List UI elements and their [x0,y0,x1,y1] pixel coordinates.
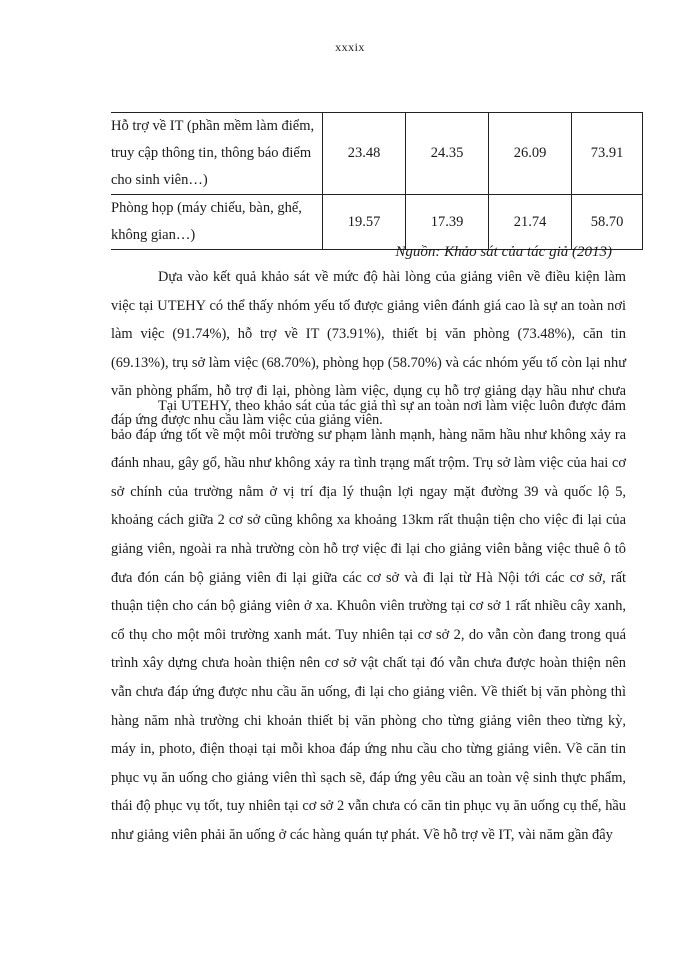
row-label: Hỗ trợ về IT (phần mềm làm điểm, truy cập thông tin, thông báo điểm cho sinh viên…) [111,113,323,195]
table-cell: 58.70 [572,195,643,250]
table-cell: 23.48 [323,113,406,195]
table-cell: 17.39 [406,195,489,250]
body-paragraph: Tại UTEHY, theo khảo sát của tác giả thì sự an toàn nơi làm việc luôn được đảm bảo đáp ứng tốt về một môi trường sư phạm lành mạnh, hàng năm hầu như không xảy ra đánh nhau, gây gổ, hầu như không xảy ra tình trạng mất trộm. Trụ sở làm việc của hai cơ sở chính của trường nằm ở vị trí địa lý thuận lợi ngay mặt đường 39 và quốc lộ 5, khoảng cách giữa 2 cơ sở cũng không xa khoảng 13km rất thuận tiện cho việc đi lại của giảng viên, ngoài ra nhà trường còn hỗ trợ việc đi lại cho giảng viên bằng việc thuê ô tô đưa đón cán bộ giảng viên đi lại giữa các cơ sở và đi lại từ Hà Nội tới các cơ sở, rất thuận tiện cho cán bộ giảng viên ở xa. Khuôn viên trường tại cơ sở 1 rất nhiều cây xanh, cổ thụ cho một môi trường xanh mát. Tuy nhiên tại cơ sở 2, do vẫn còn đang trong quá trình xây dựng chưa hoàn thiện nên cơ sở vật chất tại đó vẫn chưa được hoàn thiện nên vẫn chưa đáp ứng được nhu cầu ăn uống, đi lại cho giảng viên. Về thiết bị văn phòng thì hàng năm nhà trường chi khoản thiết bị văn phòng cho từng giảng viên theo từng kỳ, máy in, photo, điện thoại tại mỗi khoa đáp ứng nhu cầu cho từng giảng viên. Về căn tin phục vụ ăn uống cho giảng viên thì sạch sẽ, đáp ứng yêu cầu an toàn vệ sinh thực phẩm, thái độ phục vụ tốt, tuy nhiên tại cơ sở 2 vẫn chưa có căn tin phục vụ ăn uống cụ thể, hầu như giảng viên phải ăn uống ở các hàng quán tự phát. Về hỗ trợ về IT, vài năm gần đây [111,398,626,843]
table-row [111,113,643,195]
table-cell: 19.57 [323,195,406,250]
page-number: xxxix [335,40,365,54]
row-label: Phòng họp (máy chiếu, bàn, ghế, không gian…) [111,195,323,250]
table-cell: 24.35 [406,113,489,195]
table-row [111,195,643,250]
table-source-note: Nguồn: Khảo sát của tác giả (2013) [395,244,612,260]
table-cell: 73.91 [572,113,643,195]
table-cell: 21.74 [489,195,572,250]
body-paragraph: Dựa vào kết quả khảo sát về mức độ hài lòng của giảng viên về điều kiện làm việc tại UTEHY có thể thấy nhóm yếu tố được giảng viên đánh giá cao là sự an toàn nơi làm việc (91.74%), hỗ trợ về IT (73.91%), thiết bị văn phòng (73.48%), căn tin (69.13%), trụ sở làm việc (68.70%), phòng họp (58.70%) và các nhóm yếu tố còn lại như văn phòng phẩm, hỗ trợ đi lại, phòng làm việc, dụng cụ hỗ trợ giảng dạy hầu như chưa đáp ứng được nhu cầu làm việc của giảng viên. [111,269,626,428]
table-cell: 26.09 [489,113,572,195]
survey-table [111,112,643,250]
